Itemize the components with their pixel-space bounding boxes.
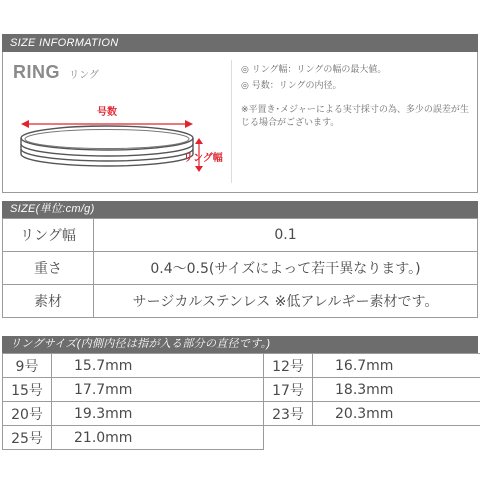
ring-band-illustration (21, 126, 193, 166)
ring-size-number: 20号 (3, 402, 52, 426)
spec-label: 素材 (3, 285, 94, 318)
table-row (3, 285, 478, 318)
ring-size-diameter: 20.3mm (313, 402, 480, 426)
size-information-header: SIZE INFORMATION (2, 34, 478, 52)
ring-title-jp: リング (69, 70, 99, 81)
table-row (3, 252, 478, 285)
ring-size-header: リングサイズ(内側内径は指が入る部分の直径です。) (2, 336, 478, 353)
spec-label: 重さ (3, 252, 94, 285)
spec-label: リング幅 (3, 219, 94, 252)
table-row (3, 402, 480, 426)
ring-size-diameter: 21.0mm (52, 426, 264, 450)
width-label: リング幅 (183, 153, 223, 164)
size-spec-header: SIZE(単位:cm/g) (2, 201, 478, 218)
empty-cell (264, 426, 480, 450)
table-row (3, 378, 480, 402)
ring-title-en: RING (13, 62, 60, 82)
ring-size-diameter: 18.3mm (313, 378, 480, 402)
ring-size-diameter: 15.7mm (52, 354, 264, 378)
info-divider (231, 60, 232, 183)
table-row (3, 354, 480, 378)
ring-size-diameter: 16.7mm (313, 354, 480, 378)
spec-value: 0.4〜0.5(サイズによって若干異なります。) (94, 252, 478, 285)
ring-size-number: 23号 (264, 402, 313, 426)
ring-diagram (11, 80, 231, 190)
spec-value: 0.1 (94, 219, 478, 252)
diameter-label: 号数 (97, 107, 117, 118)
info-notes (241, 62, 471, 130)
table-row (3, 219, 478, 252)
note-width: ◎ リング幅：リングの幅の最大値。 (241, 65, 387, 75)
ring-size-diameter: 19.3mm (52, 402, 264, 426)
spec-value: サージカルステンレス ※低アレルギー素材です。 (94, 285, 478, 318)
measurement-caution: ※平置き･メジャーによる実寸採寸の為、多少の誤差が生じる場合がございます。 (241, 105, 469, 128)
size-spec-table (2, 218, 478, 318)
table-row (3, 426, 480, 450)
ring-size-diameter: 17.7mm (52, 378, 264, 402)
diameter-arrow (21, 120, 193, 128)
ring-size-table (2, 353, 480, 450)
ring-size-number: 25号 (3, 426, 52, 450)
ring-size-number: 17号 (264, 378, 313, 402)
ring-size-number: 12号 (264, 354, 313, 378)
ring-info-panel (2, 52, 478, 193)
ring-size-number: 9号 (3, 354, 52, 378)
note-size-number: ◎ 号数：リングの内径。 (241, 81, 342, 91)
ring-size-number: 15号 (3, 378, 52, 402)
